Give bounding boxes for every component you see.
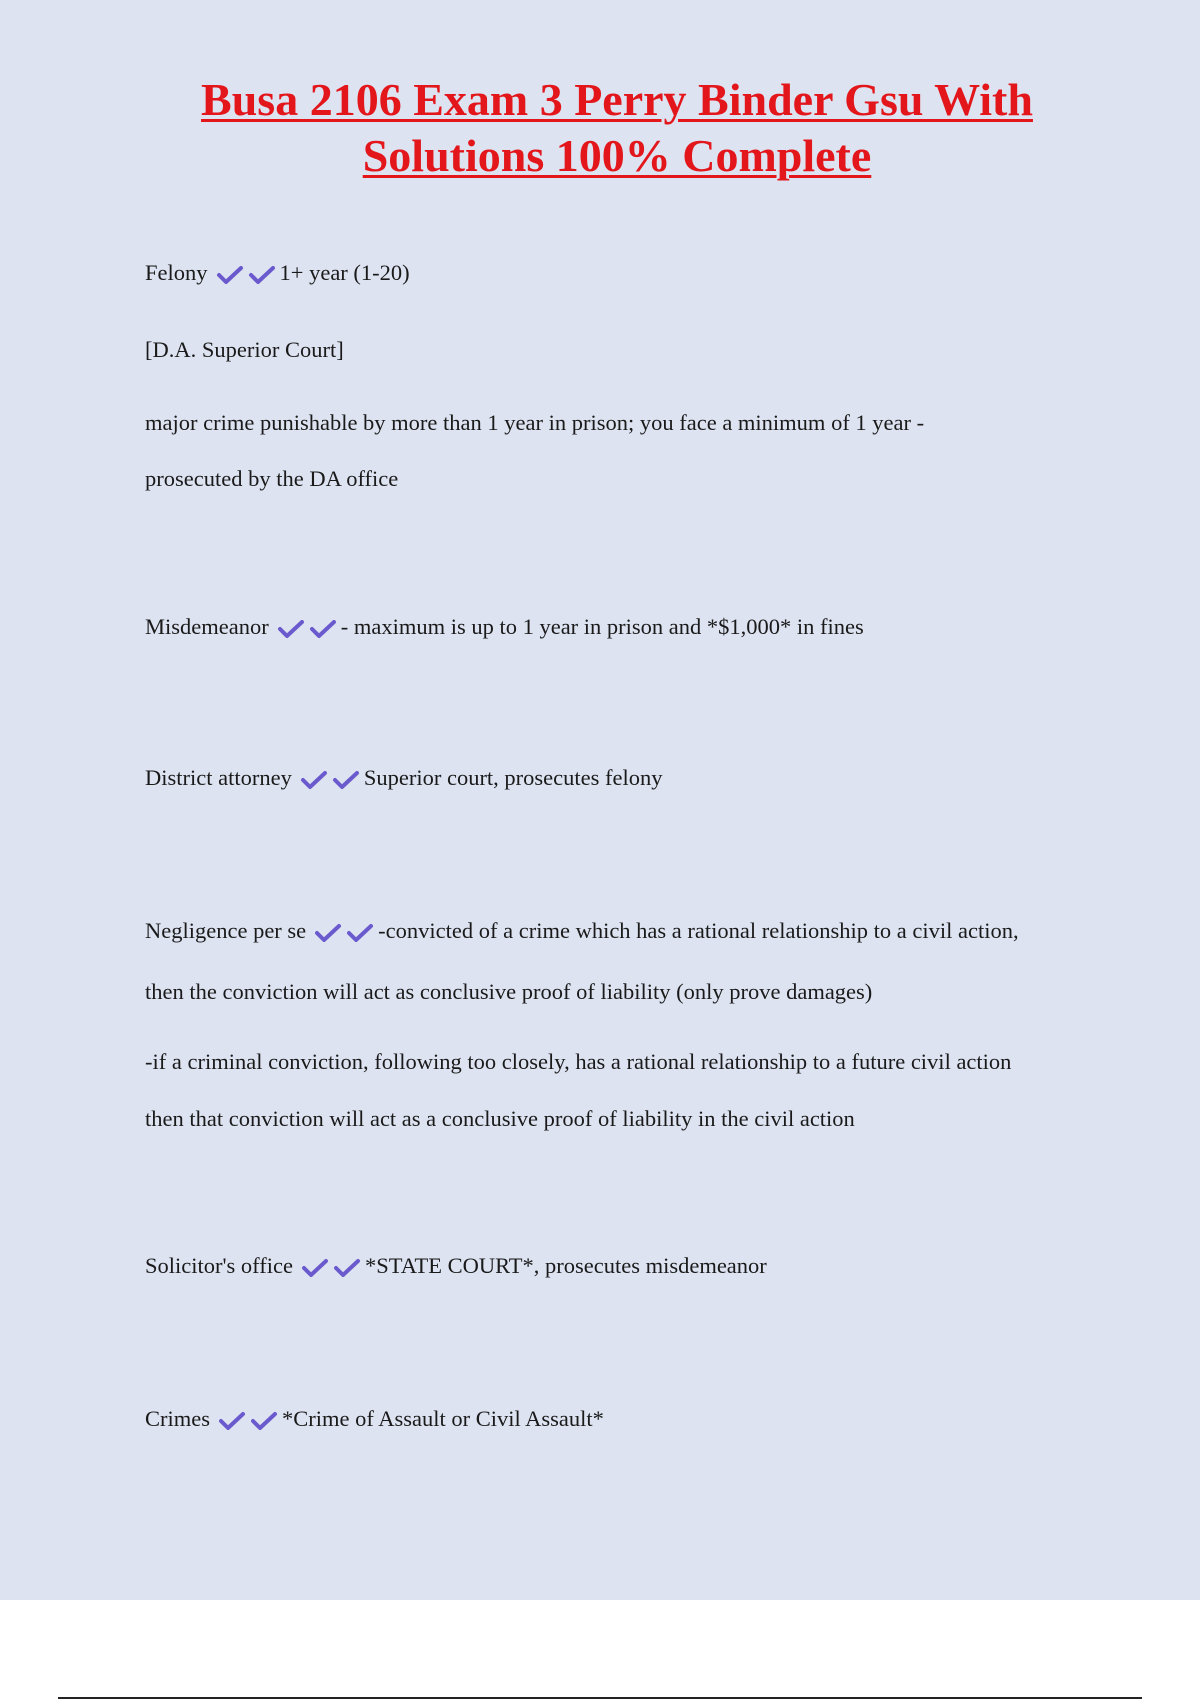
title-line-2: Solutions 100% Complete <box>362 130 872 181</box>
checkmark-icon <box>248 265 276 285</box>
entry-felony <box>145 258 410 288</box>
definition-crimes: *Crime of Assault or Civil Assault* <box>282 1406 604 1431</box>
checkmark-icon <box>277 619 305 639</box>
entry-misdemeanor <box>145 612 864 642</box>
term-felony: Felony <box>145 260 208 285</box>
entry-solicitors-office <box>145 1251 767 1281</box>
checkmark-icon <box>218 1411 246 1431</box>
checkmark-icon <box>309 619 337 639</box>
definition-negligence-per-se: -convicted of a crime which has a rational relationship to a civil action, <box>378 918 1019 943</box>
definition-felony: 1+ year (1-20) <box>279 260 410 285</box>
checkmark-icon <box>300 770 328 790</box>
checkmark-icon <box>332 770 360 790</box>
document-title <box>0 72 1200 184</box>
term-district-attorney: District attorney <box>145 765 292 790</box>
term-crimes: Crimes <box>145 1406 210 1431</box>
term-negligence-per-se: Negligence per se <box>145 918 307 943</box>
negligence-line-4: then that conviction will act as a conclusive proof of liability in the civil action <box>145 1106 855 1131</box>
checkmark-icon <box>250 1411 278 1431</box>
checkmark-icon <box>333 1258 361 1278</box>
entry-crimes <box>145 1404 604 1434</box>
definition-misdemeanor: - maximum is up to 1 year in prison and *$1,000* in fines <box>340 614 864 639</box>
definition-district-attorney: Superior court, prosecutes felony <box>363 765 663 790</box>
footer-divider <box>58 1697 1142 1699</box>
definition-solicitors-office: *STATE COURT*, prosecutes misdemeanor <box>365 1253 767 1278</box>
term-misdemeanor: Misdemeanor <box>145 614 269 639</box>
checkmark-icon <box>301 1258 329 1278</box>
checkmark-icon <box>314 923 342 943</box>
felony-note-2: prosecuted by the DA office <box>145 466 399 491</box>
entry-district-attorney <box>145 763 663 793</box>
checkmark-icon <box>216 265 244 285</box>
negligence-line-3: -if a criminal conviction, following too closely, has a rational relationship to a future civil action <box>145 1049 1012 1074</box>
term-solicitors-office: Solicitor's office <box>145 1253 293 1278</box>
felony-note-1: major crime punishable by more than 1 year in prison; you face a minimum of 1 year - <box>145 410 925 435</box>
felony-court: [D.A. Superior Court] <box>145 337 344 362</box>
negligence-line-2: then the conviction will act as conclusive proof of liability (only prove damages) <box>145 979 873 1004</box>
title-line-1: Busa 2106 Exam 3 Perry Binder Gsu With <box>201 74 1033 125</box>
checkmark-icon <box>346 923 374 943</box>
entry-negligence-per-se <box>145 916 1019 946</box>
